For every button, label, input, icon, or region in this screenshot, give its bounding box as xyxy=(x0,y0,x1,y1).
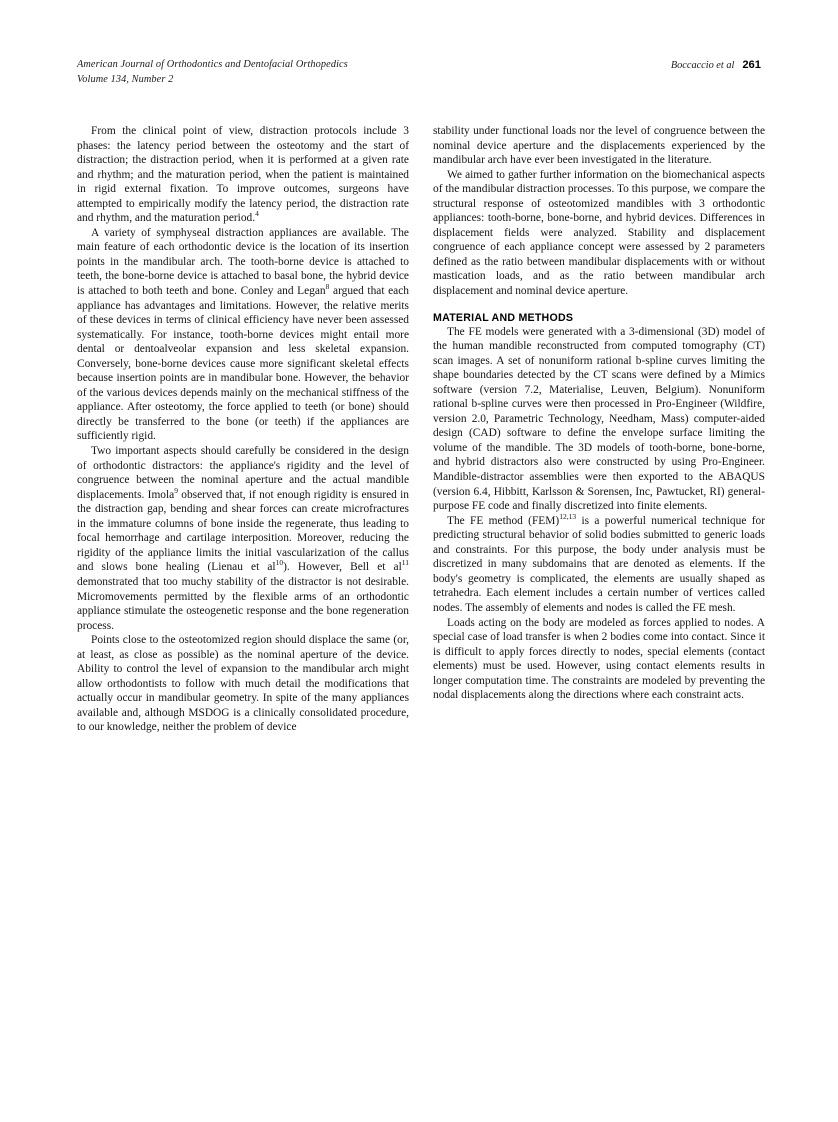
running-head xyxy=(77,58,761,92)
paragraph-text: The FE models were generated with a 3-dimensional (3D) model of the human mandible reconstructed from computed tomography (CT) scan images. A set of nonuniform rational b-spline curves limiting the shape boundaries detected by the CT scans were defined by a Mimics software (version 7.2, Materialise, Leuven, Belgium). Nonuniform rational b-spline curves were then processed in Pro-Engineer (Wildfire, version 2.0, Parametric Technology, Needham, Mass) computer-aided design (CAD) software to define the envelope surface limiting the volume of the mandible. The 3D models of tooth-borne, bone-borne, and hybrid distractors also were constructed by using Pro-Engineer. Mandible-distractor assemblies were then exported to the ABAQUS (version 6.4, Hibbitt, Karlsson & Sorensen, Inc, Pawtucket, RI) general-purpose FE code and finally discretized into finite elements. xyxy=(433,325,765,513)
paragraph-stability-continuation xyxy=(433,124,765,168)
reference-marker-4: 4 xyxy=(255,209,259,219)
reference-marker-12-13: 12,13 xyxy=(559,511,577,521)
paragraph-text: We aimed to gather further information on the biomechanical aspects of the mandibular distraction processes. To this purpose, we compare the structural response of osteotomized mandibles with 3 orthodontic appliances: tooth-borne, bone-borne, and hybrid devices. Differences in displacement fields were analyzed. Stability and displacement congruence of each appliance concept were assessed by 2 parameters defined as the ratio between mandibular displacements with or without mastication loads, and as the ratio between mandibular arch displacement and nominal device aperture. xyxy=(433,168,765,298)
journal-title: American Journal of Orthodontics and Dentofacial Orthopedics xyxy=(77,59,348,70)
paragraph-fe-models xyxy=(433,325,765,514)
authors-line: Boccaccio et al xyxy=(670,60,735,71)
volume-issue: Volume 134, Number 2 xyxy=(77,73,174,85)
paragraph-fe-method xyxy=(433,511,765,616)
reference-marker-10: 10 xyxy=(275,558,284,568)
paragraph-text-cont: observed that, if not enough rigidity is ensured in the distraction gap, bending and shear forces can create microfractures in the immature columns of bone inside the regenerate, thus leading to focal hemorrhage and cartilage interposition. Moreover, reducing the rigidity of the appliance limits the initial vascularization of the callus and slows bone healing (Lienau et al xyxy=(77,488,410,574)
left-column xyxy=(77,124,409,1044)
paragraph-loads xyxy=(433,616,765,703)
reference-marker-11: 11 xyxy=(401,558,410,568)
paragraph-text: A variety of symphyseal distraction appliances are available. The main feature of each orthodontic device is the location of its insertion points in the mandibular arch. The tooth-borne device is attached to teeth, the bone-borne device is attached to basal bone, the hybrid device is attached to both teeth and bone. Conley and Legan xyxy=(77,226,409,298)
paragraph-text: Loads acting on the body are modeled as forces applied to nodes. A special case of load transfer is when 2 bodies come into contact. Since it is difficult to apply forces directly to nodes, special elements (contact elements) must be used. However, using contact elements results in longer computation time. The constraints are modeled by preventing the nodal displacements along the directions where each constraint acts. xyxy=(433,616,765,702)
paragraph-protocols xyxy=(77,124,409,226)
reference-marker-8: 8 xyxy=(325,282,330,292)
reference-marker-9: 9 xyxy=(174,485,178,495)
body-columns xyxy=(77,124,765,1044)
right-column xyxy=(433,124,765,1044)
paragraph-text-cont3: demonstrated that too muchy stability of the distractor is not desirable. Micromovements permitted by the flexible arms of an orthodontic appliance stimulate the osteogenetic response and the bone regeneration process. xyxy=(77,575,409,632)
paragraph-design-aspects xyxy=(77,444,409,633)
paragraph-text: Points close to the osteotomized region should displace the same (or, at least, as close as possible) as the nominal aperture of the device. Ability to control the level of expansion to the mandibular arch might allow orthodontists to follow with much detail the modifications that actually occur in mandibular geometry. In spite of the many appliances available and, although MSDOG is a clinically consolidated procedure, to our knowledge, neither the problem of device xyxy=(77,634,409,734)
paragraph-text: Two important aspects should carefully be considered in the design of orthodontic distractors: the appliance's rigidity and the level of congruence between the nominal aperture and the actual mandible displacements. Imola xyxy=(77,445,409,501)
page-number: 261 xyxy=(742,59,761,71)
paragraph-text-cont: is a powerful numerical technique for predicting structural behavior of solid bodies submitted to generic loads and constraints. For this purpose, the body under analysis must be discretized in many subdomains that are denoted as elements. If the body's geometry is complicated, the elements are usually shaped as tetrahedra. Each element includes a certain number of vertices called nodes. The assembly of elements and nodes is called the FE mesh. xyxy=(433,514,765,614)
section-heading-material-and-methods: MATERIAL AND METHODS xyxy=(433,311,574,324)
paragraph-appliances xyxy=(77,226,409,444)
paragraph-text: stability under functional loads nor the level of congruence between the nominal device aperture and the displacements experienced by the mandibular arch have ever been investigated in the literature. xyxy=(433,125,765,167)
paragraph-text-cont: argued that each appliance has advantages and limitations. However, the relative merits of these devices in terms of clinical efficiency have never been assessed systematically. For instance, tooth-borne devices might entail more dental or dentoalveolar expansion and less skeletal expansion. Conversely, bone-borne devices cause more significant skeletal effects because insertion points are in mandibular bone. However, the behavior of the various devices depends mainly on the mechanical stiffness of the appliance. After osteotomy, the force applied to teeth (or bone) should directly be transferred to the bone (or teeth) if the appliances are sufficiently rigid. xyxy=(77,285,409,443)
paragraph-aims xyxy=(433,168,765,299)
paragraph-text-cont2: ). However, Bell et al xyxy=(283,561,402,574)
running-head-right xyxy=(671,58,761,74)
paragraph-text: From the clinical point of view, distraction protocols include 3 phases: the latency period between the osteotomy and the start of distraction; the distraction period, when it is performed at a given rate and rhythm; and the maturation period, when the patient is maintained in rigid external fixation. To improve outcomes, surgeons have attempted to empirically modify the latency period, the distraction rate and rhythm, and the maturation period. xyxy=(77,125,409,225)
running-head-left xyxy=(77,58,348,87)
paragraph-points-close xyxy=(77,633,409,735)
paragraph-text: The FE method (FEM) xyxy=(447,514,560,527)
